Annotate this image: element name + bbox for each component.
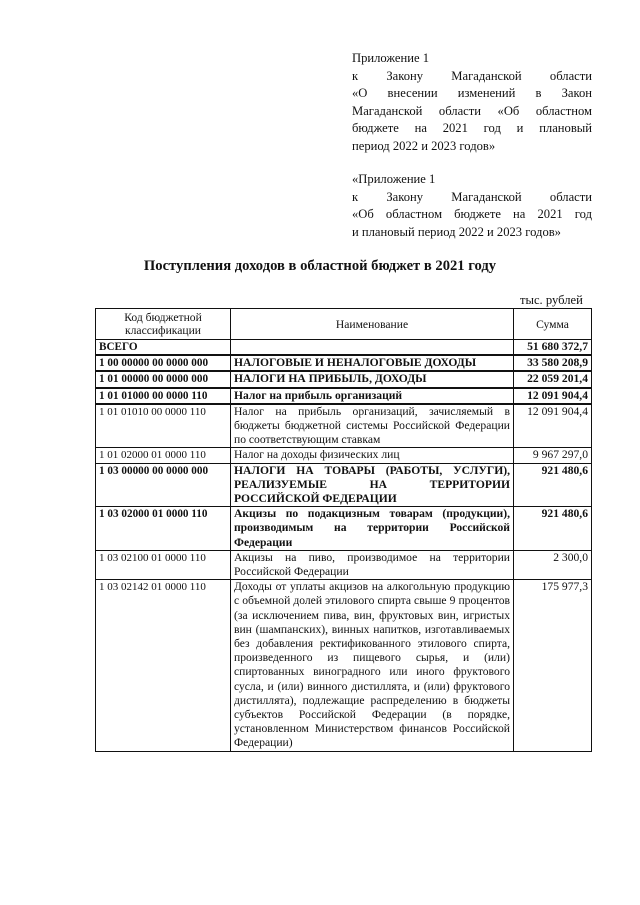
annex-line: к Закону Магаданской области	[352, 189, 592, 204]
annex-header-amendment	[352, 50, 592, 156]
row-code: 1 01 01010 00 0000 110	[96, 404, 231, 448]
row-code: 1 03 00000 00 0000 000	[96, 463, 231, 507]
row-name: Налог на прибыль организаций	[231, 388, 514, 404]
row-sum: 2 300,0	[514, 550, 592, 579]
header-name: Наименование	[231, 309, 514, 340]
annex-line: к Закону Магаданской области	[352, 68, 592, 83]
row-name: НАЛОГОВЫЕ И НЕНАЛОГОВЫЕ ДОХОДЫ	[231, 355, 514, 371]
annex-line: и плановый период 2022 и 2023 годов»	[352, 224, 561, 239]
revenue-table	[95, 308, 592, 752]
row-code: 1 00 00000 00 0000 000	[96, 355, 231, 371]
table-row	[96, 580, 592, 751]
row-code: 1 01 01000 00 0000 110	[96, 388, 231, 404]
annex-line: Приложение 1	[352, 51, 430, 65]
table-row	[96, 371, 592, 387]
annex-line: «Приложение 1	[352, 172, 436, 186]
row-sum: 175 977,3	[514, 580, 592, 751]
row-sum: 12 091 904,4	[514, 404, 592, 448]
row-code: ВСЕГО	[96, 340, 231, 356]
header-code: Код бюджетной классификации	[96, 309, 231, 340]
row-name: Налог на доходы физических лиц	[231, 448, 514, 463]
table-row	[96, 448, 592, 463]
row-name: Доходы от уплаты акцизов на алкогольную продукцию с объемной долей этилового спирта свыше 9 процентов (за исключением пива, вин, фруктовых вин, игристых вин (шампанских), винных напитков, изготавливаемых без добавления ректификованного этилового спирта, произведенного из пищевого сырья, и (или) спиртованных виноградного или иного фруктового сусла, и (или) винного дистиллята, и (или) фруктового дистиллята), подлежащие распределению в бюджеты субъектов Российской Федерации (в порядке, установленном Министерством финансов Российской Федерации)	[231, 580, 514, 751]
table-row	[96, 507, 592, 551]
annex-line: «О внесении изменений в Закон	[352, 86, 592, 101]
row-sum: 921 480,6	[514, 463, 592, 507]
row-sum: 12 091 904,4	[514, 388, 592, 404]
table-row	[96, 340, 592, 356]
row-sum: 9 967 297,0	[514, 448, 592, 463]
annex-line: «Об областном бюджете на 2021 год	[352, 207, 592, 222]
table-row	[96, 388, 592, 404]
row-code: 1 03 02100 01 0000 110	[96, 550, 231, 579]
table-row	[96, 463, 592, 507]
row-sum: 22 059 201,4	[514, 371, 592, 387]
annex-line: период 2022 и 2023 годов»	[352, 138, 496, 153]
table-row	[96, 355, 592, 371]
annex-header-original	[352, 171, 592, 241]
row-code: 1 03 02142 01 0000 110	[96, 580, 231, 751]
table-row	[96, 550, 592, 579]
annex-line: Магаданской области «Об областном	[352, 103, 592, 118]
row-code: 1 03 02000 01 0000 110	[96, 507, 231, 551]
row-sum: 51 680 372,7	[514, 340, 592, 356]
row-name	[231, 340, 514, 356]
row-name: Акцизы на пиво, производимое на территории Российской Федерации	[231, 550, 514, 579]
annex-line: бюджете на 2021 год и плановый	[352, 121, 592, 136]
header-sum: Сумма	[514, 309, 592, 340]
row-code: 1 01 00000 00 0000 000	[96, 371, 231, 387]
row-name: НАЛОГИ НА ТОВАРЫ (РАБОТЫ, УСЛУГИ), РЕАЛИЗУЕМЫЕ НА ТЕРРИТОРИИ РОССИЙСКОЙ ФЕДЕРАЦИИ	[231, 463, 514, 507]
units-label: тыс. рублей	[520, 293, 583, 307]
row-sum: 33 580 208,9	[514, 355, 592, 371]
row-sum: 921 480,6	[514, 507, 592, 551]
row-name: Акцизы по подакцизным товарам (продукции), производимым на территории Российской Федерации	[231, 507, 514, 551]
row-code: 1 01 02000 01 0000 110	[96, 448, 231, 463]
row-name: Налог на прибыль организаций, зачисляемый в бюджеты бюджетной системы Российской Федерации по соответствующим ставкам	[231, 404, 514, 448]
document-title: Поступления доходов в областной бюджет в 2021 году	[143, 258, 497, 274]
row-name: НАЛОГИ НА ПРИБЫЛЬ, ДОХОДЫ	[231, 371, 514, 387]
table-row	[96, 404, 592, 448]
table-header-row	[96, 309, 592, 340]
